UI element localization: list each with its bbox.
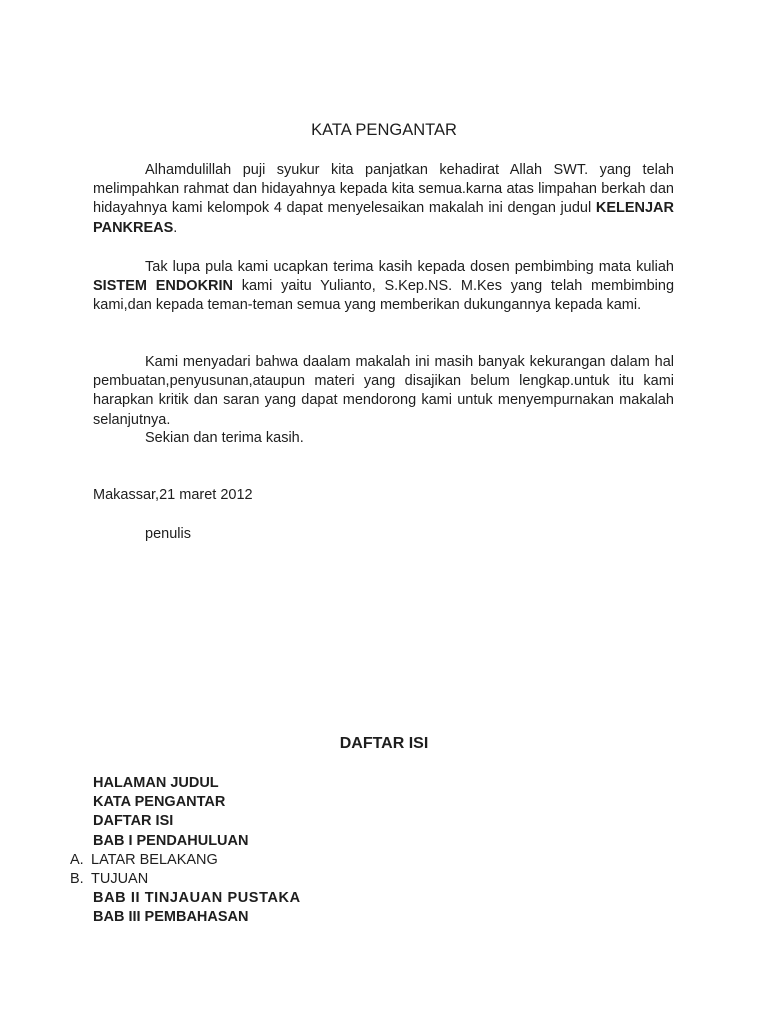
table-of-contents — [0, 774, 768, 928]
paragraph-2-start: Tak lupa pula kami ucapkan terima kasih kepada dosen pembimbing mata kuliah — [145, 259, 674, 275]
paragraph-1 — [93, 161, 674, 238]
daftar-isi-title: DAFTAR ISI — [339, 735, 429, 752]
kata-pengantar-title: KATA PENGANTAR — [311, 121, 457, 139]
paragraph-2-text: kami yaitu Yulianto, S.Kep.NS. M.Kes yang telah membimbing kami,dan kepada teman-teman semua yang memberikan dukungannya kepada kami. — [93, 278, 675, 314]
paragraph-3 — [93, 353, 674, 430]
toc-item-label: KATA PENGANTAR — [93, 794, 226, 811]
paragraph-3-text: Kami menyadari bahwa daalam makalah ini masih banyak kekurangan dalam hal pembuatan,penyusunan,ataupun materi yang disajikan belum lengkap.untuk itu kami harapkan kritik dan saran yang dapat mendorong kami untuk menyempurnakan makalah selanjutnya. — [93, 354, 674, 428]
toc-item — [0, 812, 768, 831]
toc-item-label: BAB III PEMBAHASAN — [93, 909, 249, 926]
toc-item-label: DAFTAR ISI — [93, 813, 174, 830]
paragraph-1-bold-title: KELENJAR PANKREAS — [93, 200, 674, 236]
toc-item-letter: B. — [70, 870, 84, 887]
paragraph-1-text: Alhamdulillah puji syukur kita panjatkan kehadirat Allah SWT. yang telah melimpahkan rahmat dan hidayahnya kepada kita semua.karna atas limpahan berkah dan hidayahnya kami kelompok 4 dapat menyelesaikan makalah ini dengan judul — [93, 162, 674, 217]
paragraph-2-bold-course: SISTEM ENDOKRIN — [93, 278, 234, 295]
toc-item — [0, 793, 768, 812]
paragraph-1-end: . — [173, 219, 178, 236]
toc-item-letter: A. — [70, 851, 84, 868]
toc-item — [0, 851, 768, 870]
toc-item-label: BAB I PENDAHULUAN — [93, 832, 249, 849]
toc-item — [0, 774, 768, 793]
toc-item — [0, 908, 768, 927]
paragraph-2 — [93, 258, 674, 316]
toc-item-label: LATAR BELAKANG — [91, 851, 218, 868]
toc-item-label: BAB II TINJAUAN PUSTAKA — [93, 890, 301, 907]
toc-item — [0, 889, 768, 908]
place-date: Makassar,21 maret 2012 — [93, 487, 253, 503]
toc-item-label: TUJUAN — [91, 870, 149, 887]
toc-item-label: HALAMAN JUDUL — [93, 775, 219, 791]
toc-item — [0, 832, 768, 851]
signer: penulis — [145, 526, 191, 542]
toc-item — [0, 870, 768, 889]
closing-line: Sekian dan terima kasih. — [145, 430, 304, 446]
